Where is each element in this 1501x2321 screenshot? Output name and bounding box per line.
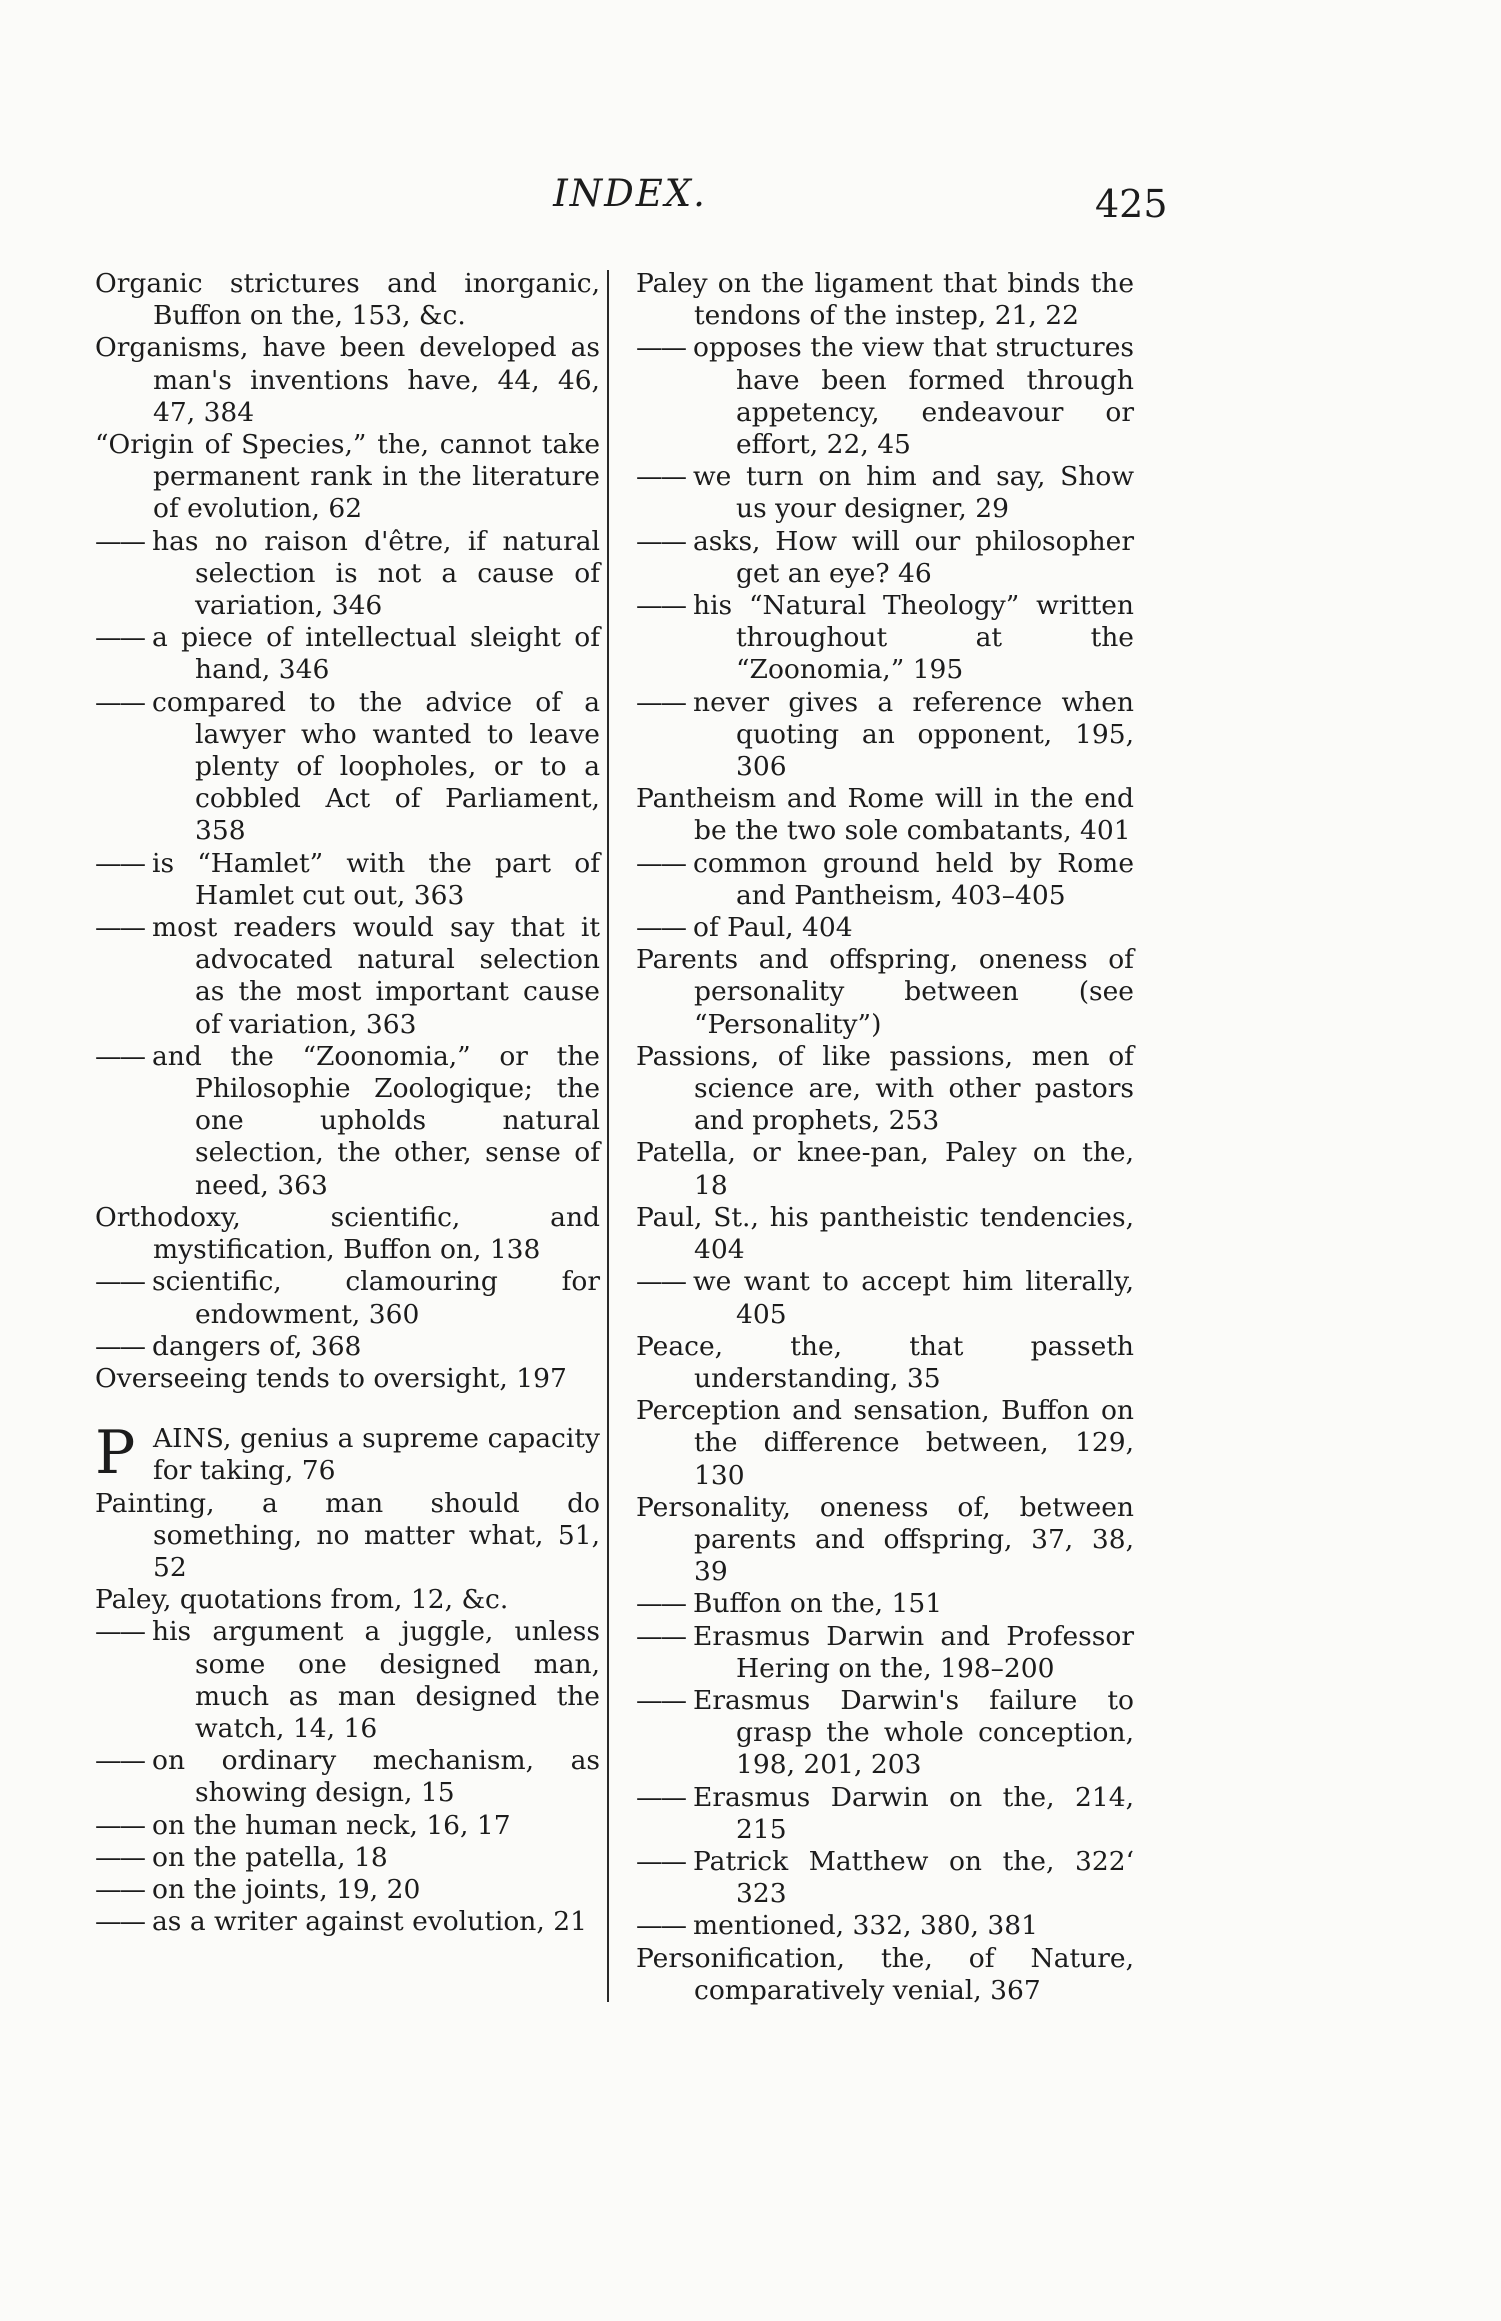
index-subentry: —— has no raison d'être, if natural selection is not a cause of variation, 346 — [95, 525, 600, 622]
dash: —— — [636, 912, 685, 944]
page-number: 425 — [1095, 182, 1168, 226]
dash: —— — [636, 1845, 685, 1877]
dash: —— — [95, 1809, 144, 1841]
index-entry: Perception and sensation, Buffon on the difference between, 129, 130 — [636, 1395, 1134, 1491]
dash: —— — [95, 622, 144, 654]
section-gap — [95, 1395, 600, 1423]
dash: —— — [95, 912, 144, 944]
index-subentry: —— Erasmus Darwin and Professor Hering on the, 198–200 — [636, 1620, 1134, 1684]
dash: —— — [636, 1684, 685, 1716]
index-subentry: —— of Paul, 404 — [636, 912, 853, 944]
dash: —— — [95, 1906, 144, 1938]
index-subentry: —— is “Hamlet” with the part of Hamlet cut out, 363 — [95, 847, 600, 911]
index-entry: Personification, the, of Nature, comparatively venial, 367 — [636, 1942, 1134, 2006]
index-entry: Organic strictures and inorganic, Buffon on the, 153, &c. — [95, 268, 600, 332]
index-subentry: —— scientific, clamouring for endowment, 360 — [95, 1266, 600, 1330]
dash: —— — [636, 461, 685, 493]
index-subentry: —— most readers would say that it advocated natural selection as the most important cause of variation, 363 — [95, 912, 600, 1040]
index-entry: Parents and offspring, oneness of personality between (see “Personality”) — [636, 944, 1134, 1040]
dash: —— — [636, 590, 685, 622]
dash: —— — [95, 1873, 144, 1905]
dash: —— — [95, 1040, 144, 1072]
index-subentry: —— mentioned, 332, 380, 381 — [636, 1910, 1038, 1942]
index-entry: Pantheism and Rome will in the end be the two sole combatants, 401 — [636, 783, 1134, 847]
index-subentry: —— on ordinary mechanism, as showing design, 15 — [95, 1745, 600, 1809]
index-subentry: —— on the human neck, 16, 17 — [95, 1809, 511, 1841]
dash: —— — [636, 1910, 685, 1942]
index-subentry: —— opposes the view that structures have been formed through appetency, endeavour or effort, 22, 45 — [636, 332, 1134, 461]
dash: —— — [95, 847, 144, 879]
dash: —— — [636, 1588, 685, 1620]
index-subentry: —— never gives a reference when quoting an opponent, 195, 306 — [636, 686, 1134, 783]
index-subentry: —— compared to the advice of a lawyer who wanted to leave plenty of loopholes, or to a cobbled Act of Parliament, 358 — [95, 686, 600, 847]
running-header-title: INDEX. — [553, 172, 707, 215]
index-subentry: —— dangers of, 368 — [95, 1330, 362, 1362]
dash: —— — [95, 1616, 144, 1648]
index-subentry: —— Buffon on the, 151 — [636, 1588, 943, 1620]
index-entry: “Origin of Species,” the, cannot take permanent rank in the literature of evolution, 62 — [95, 429, 600, 525]
index-subentry: —— asks, How will our philosopher get an eye? 46 — [636, 525, 1134, 589]
dropcap-letter: P — [95, 1418, 136, 1489]
index-entry: Peace, the, that passeth understanding, 35 — [636, 1330, 1134, 1394]
dash: —— — [636, 1781, 685, 1813]
index-subentry: —— on the patella, 18 — [95, 1841, 388, 1873]
index-entry: Patella, or knee-pan, Paley on the, 18 — [636, 1137, 1134, 1201]
index-entry: Orthodoxy, scientific, and mystification, Buffon on, 138 — [95, 1201, 600, 1266]
dash: —— — [95, 525, 144, 557]
dash: —— — [95, 1841, 144, 1873]
index-subentry: —— we want to accept him literally, 405 — [636, 1266, 1134, 1330]
dash: —— — [95, 686, 144, 718]
dash: —— — [95, 1266, 144, 1298]
index-subentry: —— common ground held by Rome and Pantheism, 403–405 — [636, 847, 1134, 911]
index-entry: Paul, St., his pantheistic tendencies, 404 — [636, 1201, 1134, 1266]
index-subentry: —— on the joints, 19, 20 — [95, 1873, 421, 1905]
index-subentry: —— Erasmus Darwin's failure to grasp the whole conception, 198, 201, 203 — [636, 1684, 1134, 1781]
index-entry-dropcap: PAINS, genius a supreme capacity for taking, 76 — [95, 1418, 600, 1489]
dash: —— — [636, 525, 685, 557]
index-entry: Personality, oneness of, between parents and offspring, 37, 38, 39 — [636, 1491, 1134, 1588]
index-entry: Organisms, have been developed as man's inventions have, 44, 46, 47, 384 — [95, 332, 600, 428]
index-entry: Painting, a man should do something, no matter what, 51, 52 — [95, 1487, 600, 1583]
dash: —— — [636, 847, 685, 879]
index-subentry: —— as a writer against evolution, 21 — [95, 1906, 587, 1938]
dash: —— — [95, 1330, 144, 1362]
index-subentry: —— Erasmus Darwin on the, 214, 215 — [636, 1781, 1134, 1845]
dash: —— — [636, 332, 685, 364]
index-subentry: —— Patrick Matthew on the, 322‘ 323 — [636, 1845, 1134, 1910]
index-entry: Paley, quotations from, 12, &c. — [95, 1584, 509, 1616]
dash: —— — [636, 686, 685, 718]
dash: —— — [636, 1620, 685, 1652]
dash: —— — [95, 1745, 144, 1777]
left-column — [95, 268, 600, 1938]
index-subentry: —— we turn on him and say, Show us your designer, 29 — [636, 461, 1134, 525]
index-subentry: —— a piece of intellectual sleight of hand, 346 — [95, 622, 600, 686]
index-entry: Overseeing tends to oversight, 197 — [95, 1362, 567, 1394]
index-subentry: —— his argument a juggle, unless some one designed man, much as man designed the watch, 14, 16 — [95, 1616, 600, 1744]
index-subentry: —— his “Natural Theology” written throughout at the “Zoonomia,” 195 — [636, 590, 1134, 686]
right-column — [636, 268, 1134, 2007]
index-entry: Passions, of like passions, men of science are, with other pastors and prophets, 253 — [636, 1040, 1134, 1137]
index-entry: Paley on the ligament that binds the tendons of the instep, 21, 22 — [636, 268, 1134, 332]
index-subentry: —— and the “Zoonomia,” or the Philosophie Zoologique; the one upholds natural selection, the other, sense of need, 363 — [95, 1040, 600, 1201]
column-divider — [607, 270, 609, 2002]
dash: —— — [636, 1266, 685, 1298]
